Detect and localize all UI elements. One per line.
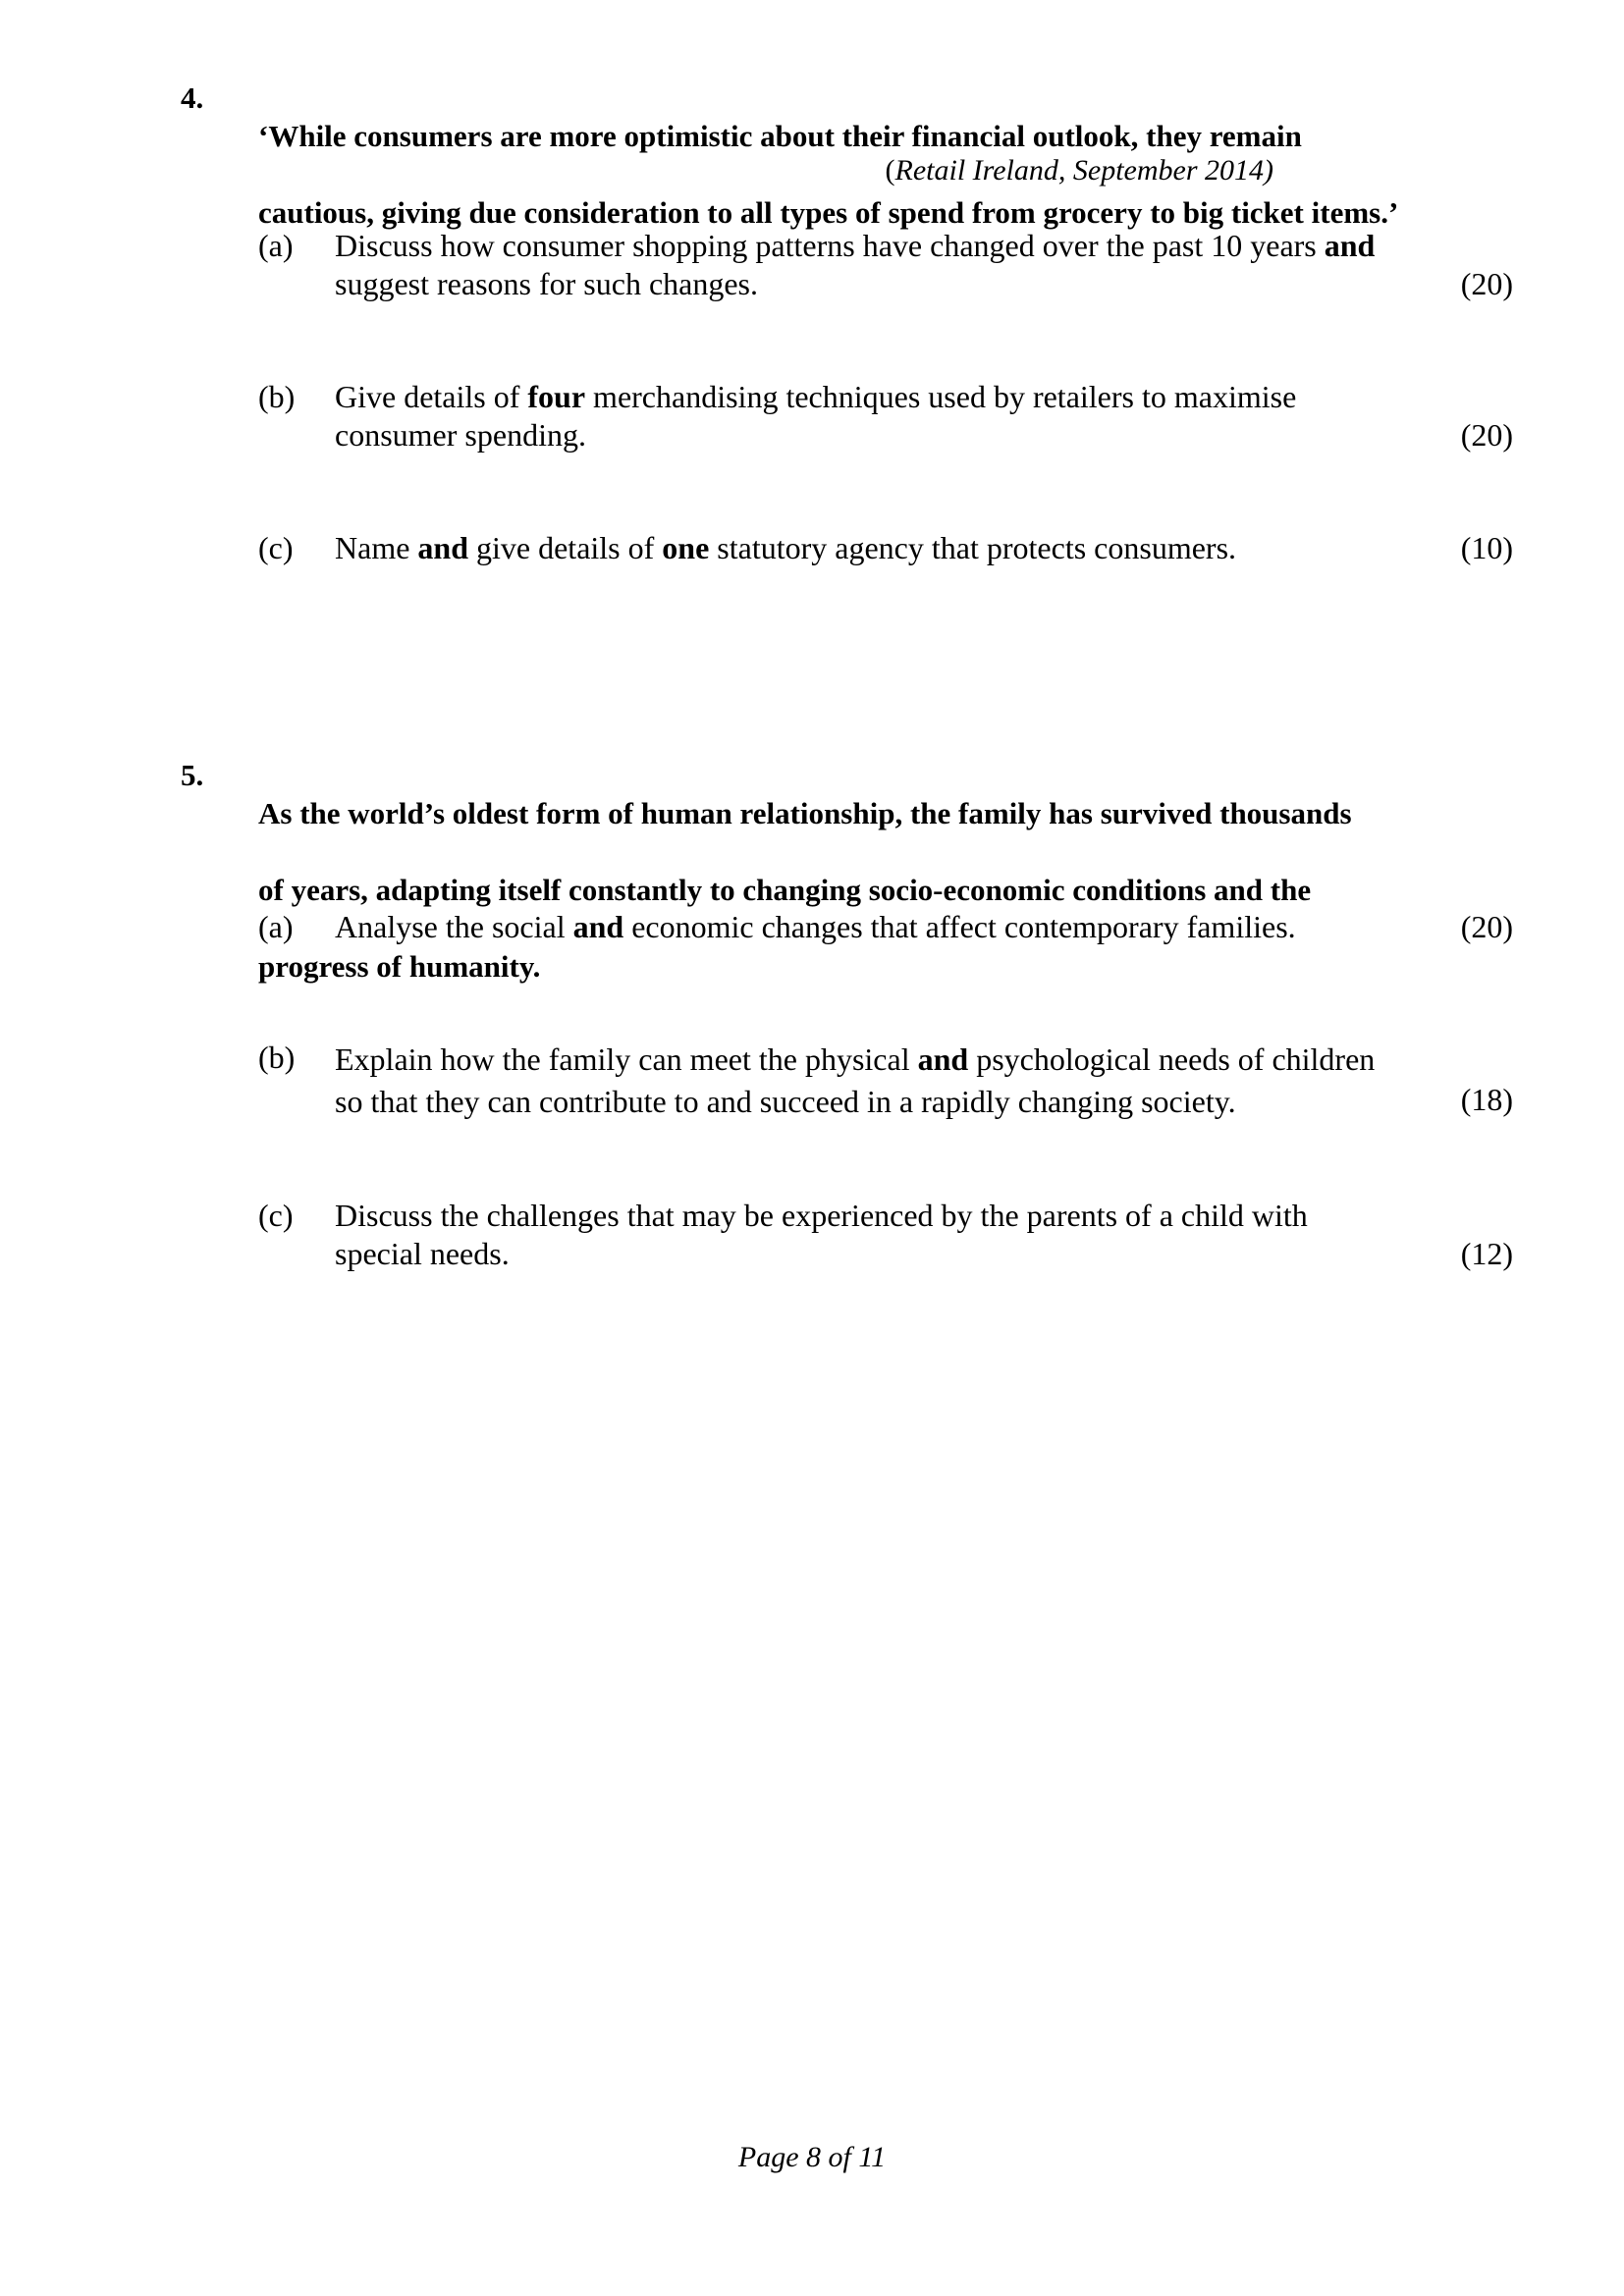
question-5a-label: (a) bbox=[258, 909, 294, 944]
part-text-run: give details of bbox=[468, 530, 663, 565]
question-5b-label: (b) bbox=[258, 1040, 296, 1075]
emphasis-text: and bbox=[417, 530, 468, 565]
emphasis-text: and bbox=[917, 1041, 969, 1077]
emphasis-text: and bbox=[572, 909, 624, 944]
part-text-run: Give details of bbox=[335, 379, 528, 414]
question-5b-text bbox=[335, 1039, 1444, 1123]
part-text-line bbox=[335, 416, 1444, 454]
part-text-run: Analyse the social bbox=[335, 909, 573, 944]
question-4-source-open: ( bbox=[885, 154, 895, 187]
question-4a-marks: (20) bbox=[1460, 266, 1513, 301]
question-5-stem-line-1: As the world’s oldest form of human relationship, the family has survived thousands bbox=[258, 796, 1352, 830]
question-4-stem-line-2: cautious, giving due consideration to all types of spend from grocery to big ticket items.’ bbox=[258, 195, 1399, 230]
part-text-run: consumer spending. bbox=[335, 417, 586, 453]
question-4c-marks: (10) bbox=[1460, 530, 1513, 565]
part-text-run: so that they can contribute to and succeed in a rapidly changing society. bbox=[335, 1084, 1236, 1119]
question-5-stem-line-3: progress of humanity. bbox=[258, 949, 541, 984]
question-5-stem bbox=[258, 756, 1535, 1024]
question-5c-marks: (12) bbox=[1460, 1236, 1513, 1271]
question-5c-label: (c) bbox=[258, 1198, 294, 1233]
question-4a-text bbox=[335, 227, 1444, 303]
question-4-source bbox=[258, 153, 1273, 188]
part-text-run: Explain how the family can meet the physical bbox=[335, 1041, 918, 1077]
question-5-number: 5. bbox=[181, 758, 204, 792]
part-text-line bbox=[335, 908, 1444, 946]
question-5-stem-line-2: of years, adapting itself constantly to changing socio-economic conditions and the bbox=[258, 873, 1312, 907]
part-text-line bbox=[335, 1235, 1444, 1273]
part-text-line bbox=[335, 1081, 1444, 1123]
question-4b-marks: (20) bbox=[1460, 417, 1513, 453]
part-text-line bbox=[335, 1197, 1444, 1235]
page-number-footer: Page 8 of 11 bbox=[737, 2141, 887, 2173]
part-text-line bbox=[335, 378, 1444, 416]
question-4-stem-line-1: ‘While consumers are more optimistic about their financial outlook, they remain bbox=[258, 119, 1302, 153]
question-4c-label: (c) bbox=[258, 530, 294, 565]
question-4b-label: (b) bbox=[258, 379, 296, 414]
part-text-run: Name bbox=[335, 530, 418, 565]
question-5b-marks: (18) bbox=[1460, 1082, 1513, 1117]
emphasis-text: and bbox=[1324, 228, 1376, 263]
question-4-number: 4. bbox=[181, 80, 204, 115]
part-text-run: economic changes that affect contemporary families. bbox=[623, 909, 1296, 944]
emphasis-text: four bbox=[527, 379, 586, 414]
question-5a-marks: (20) bbox=[1460, 909, 1513, 944]
part-text-line bbox=[335, 227, 1444, 265]
question-4b-text bbox=[335, 378, 1444, 454]
question-5a-text bbox=[335, 908, 1444, 946]
part-text-run: statutory agency that protects consumers. bbox=[709, 530, 1237, 565]
part-text-run: merchandising techniques used by retailers to maximise bbox=[585, 379, 1297, 414]
emphasis-text: one bbox=[662, 530, 710, 565]
question-5c-text bbox=[335, 1197, 1444, 1273]
question-4c-text bbox=[335, 529, 1444, 567]
question-4a-label: (a) bbox=[258, 228, 294, 263]
part-text-run: suggest reasons for such changes. bbox=[335, 266, 758, 301]
question-4-source-text: Retail Ireland, September 2014) bbox=[894, 154, 1273, 187]
part-text-run: special needs. bbox=[335, 1236, 510, 1271]
part-text-run: Discuss how consumer shopping patterns have changed over the past 10 years bbox=[335, 228, 1325, 263]
part-text-line bbox=[335, 529, 1444, 567]
part-text-line bbox=[335, 1039, 1444, 1081]
part-text-run: Discuss the challenges that may be experienced by the parents of a child with bbox=[335, 1198, 1308, 1233]
part-text-line bbox=[335, 265, 1444, 303]
part-text-run: psychological needs of children bbox=[968, 1041, 1376, 1077]
